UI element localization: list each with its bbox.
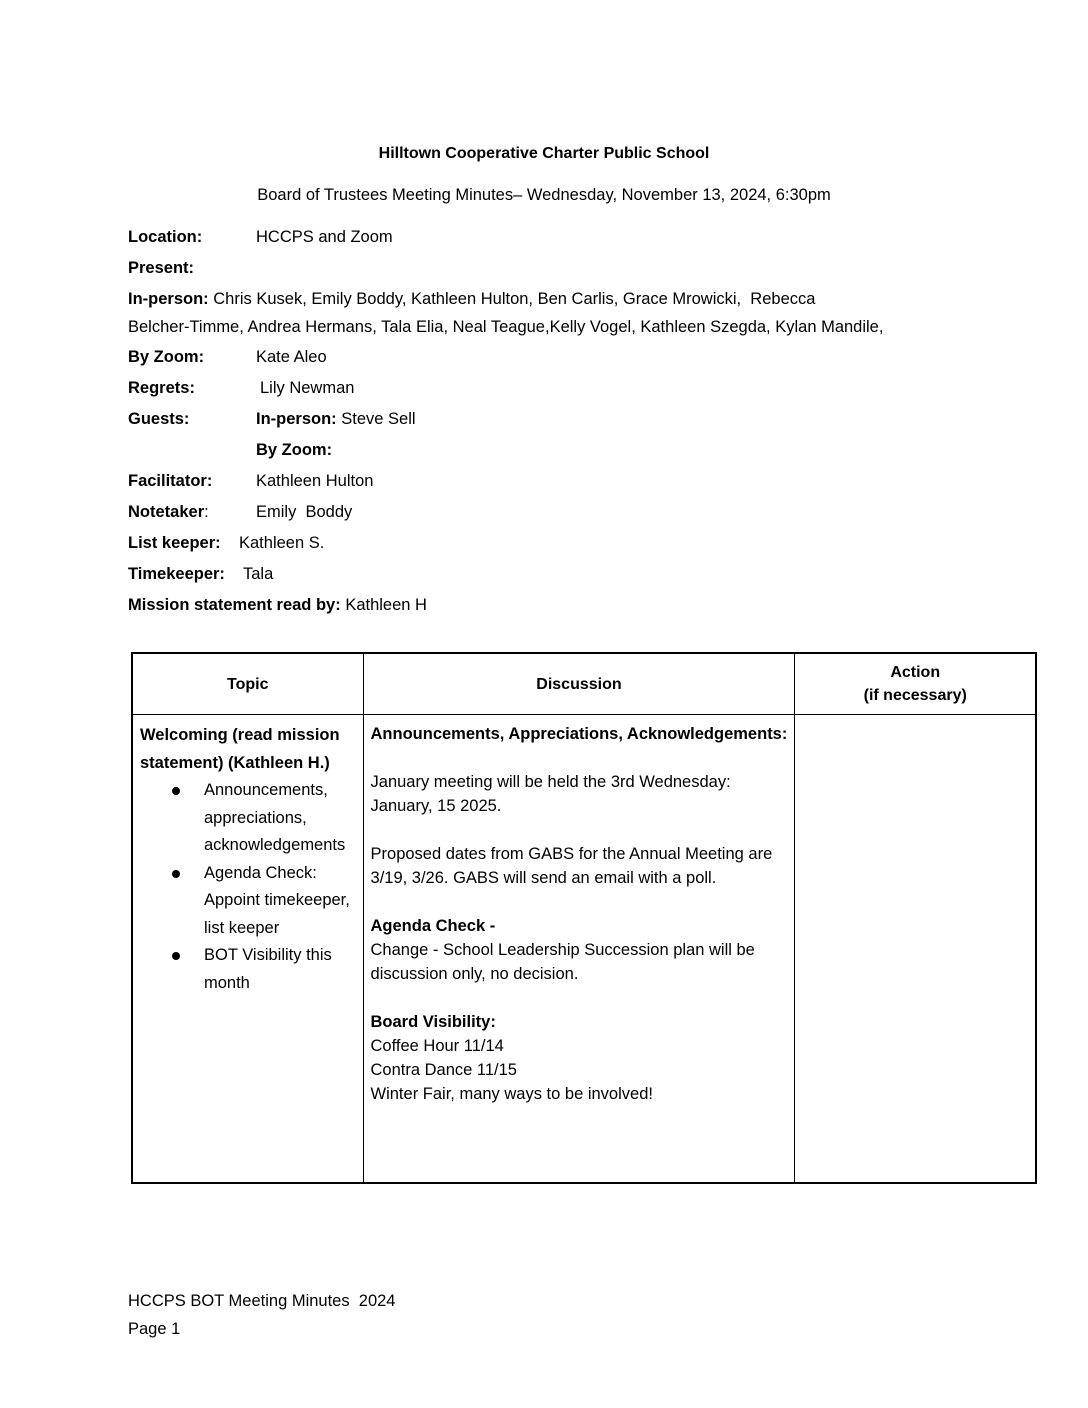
in-person-row	[128, 290, 815, 309]
action-cell	[795, 715, 1036, 1184]
january-note: January meeting will be held the 3rd Wednesday: January, 15 2025.	[370, 773, 731, 815]
visibility-heading: Board Visibility:	[370, 1013, 496, 1031]
minutes-table	[131, 652, 1037, 1184]
facilitator-value: Kathleen Hulton	[256, 472, 374, 490]
annual-meeting-note: Proposed dates from GABS for the Annual Meeting are 3/19, 3/26. GABS will send an email with a poll.	[370, 845, 773, 887]
regrets-row	[128, 379, 355, 398]
guests-in-person	[256, 410, 416, 429]
list-keeper-label: List keeper:	[128, 534, 221, 552]
in-person-names-line1: Chris Kusek, Emily Boddy, Kathleen Hulton, Ben Carlis, Grace Mrowicki, Rebecca	[208, 290, 816, 308]
by-zoom-value: Kate Aleo	[256, 348, 327, 366]
present-row	[128, 259, 194, 278]
mission-label: Mission statement read by:	[128, 596, 341, 614]
facilitator-label: Facilitator:	[128, 472, 213, 490]
discussion-header: Discussion	[363, 653, 795, 715]
notetaker-colon: :	[204, 503, 209, 521]
bullet-icon	[172, 787, 180, 795]
timekeeper-row	[128, 565, 274, 584]
topic-bullet	[140, 942, 357, 997]
topic-bullet	[140, 777, 357, 860]
bullet-icon	[172, 870, 180, 878]
table-row	[132, 715, 1036, 1184]
notetaker-row	[128, 503, 353, 522]
by-zoom-row	[128, 348, 327, 367]
present-label: Present:	[128, 259, 195, 277]
topic-heading: Welcoming (read mission statement) (Kathleen H.)	[140, 726, 340, 772]
footer-title: HCCPS BOT Meeting Minutes 2024	[128, 1292, 396, 1310]
in-person-label: In-person:	[128, 290, 209, 308]
table-header-row	[132, 653, 1036, 715]
mission-row	[128, 596, 427, 615]
mission-value: Kathleen H	[340, 596, 427, 614]
timekeeper-label: Timekeeper:	[128, 565, 225, 583]
guests-label: Guests:	[128, 410, 190, 428]
regrets-value: Lily Newman	[260, 379, 355, 397]
bullet-icon	[172, 952, 180, 960]
timekeeper-value: Tala	[243, 565, 274, 583]
school-title: Hilltown Cooperative Charter Public School	[378, 145, 710, 162]
facilitator-row	[128, 472, 374, 491]
footer-page-number: Page 1	[128, 1320, 181, 1338]
topic-bullet-text: Announcements, appreciations, acknowledgements	[204, 781, 346, 854]
discussion-cell	[363, 715, 795, 1184]
topic-bullet-text: BOT Visibility this month	[204, 946, 332, 992]
agenda-note: Change - School Leadership Succession plan will be discussion only, no decision.	[370, 941, 755, 983]
by-zoom-label: By Zoom:	[128, 348, 205, 366]
visibility-item: Coffee Hour 11/14	[370, 1037, 504, 1055]
notetaker-value: Emily Boddy	[256, 503, 353, 521]
topic-bullet	[140, 860, 357, 943]
announcements-heading: Announcements, Appreciations, Acknowledgements:	[370, 725, 788, 743]
visibility-item: Contra Dance 11/15	[370, 1061, 517, 1079]
notetaker-label: Notetaker	[128, 503, 205, 521]
topic-cell	[132, 715, 363, 1184]
topic-bullet-text: Agenda Check: Appoint timekeeper, list keeper	[204, 863, 350, 937]
action-header-line2: (if necessary)	[863, 687, 967, 704]
topic-header: Topic	[132, 653, 363, 715]
list-keeper-row	[128, 534, 325, 553]
guests-by-zoom-label: By Zoom:	[256, 441, 333, 459]
regrets-label: Regrets:	[128, 379, 195, 397]
guests-in-person-label: In-person:	[256, 410, 337, 428]
location-value: HCCPS and Zoom	[256, 228, 393, 246]
list-keeper-value: Kathleen S.	[239, 534, 325, 552]
visibility-item: Winter Fair, many ways to be involved!	[370, 1085, 653, 1103]
topic-bullet-list	[140, 777, 357, 997]
agenda-heading: Agenda Check -	[370, 917, 496, 935]
location-row	[128, 228, 393, 247]
meeting-subtitle: Board of Trustees Meeting Minutes– Wednesday, November 13, 2024, 6:30pm	[257, 186, 831, 204]
action-header	[795, 653, 1036, 715]
in-person-row-cont	[128, 318, 883, 337]
action-header-line1: Action	[890, 664, 941, 681]
in-person-names-line2: Belcher-Timme, Andrea Hermans, Tala Elia, Neal Teague,Kelly Vogel, Kathleen Szegda, Kylan Mandile,	[128, 318, 884, 336]
location-label: Location:	[128, 228, 203, 246]
guests-in-person-value: Steve Sell	[336, 410, 416, 428]
guests-row	[128, 410, 416, 429]
